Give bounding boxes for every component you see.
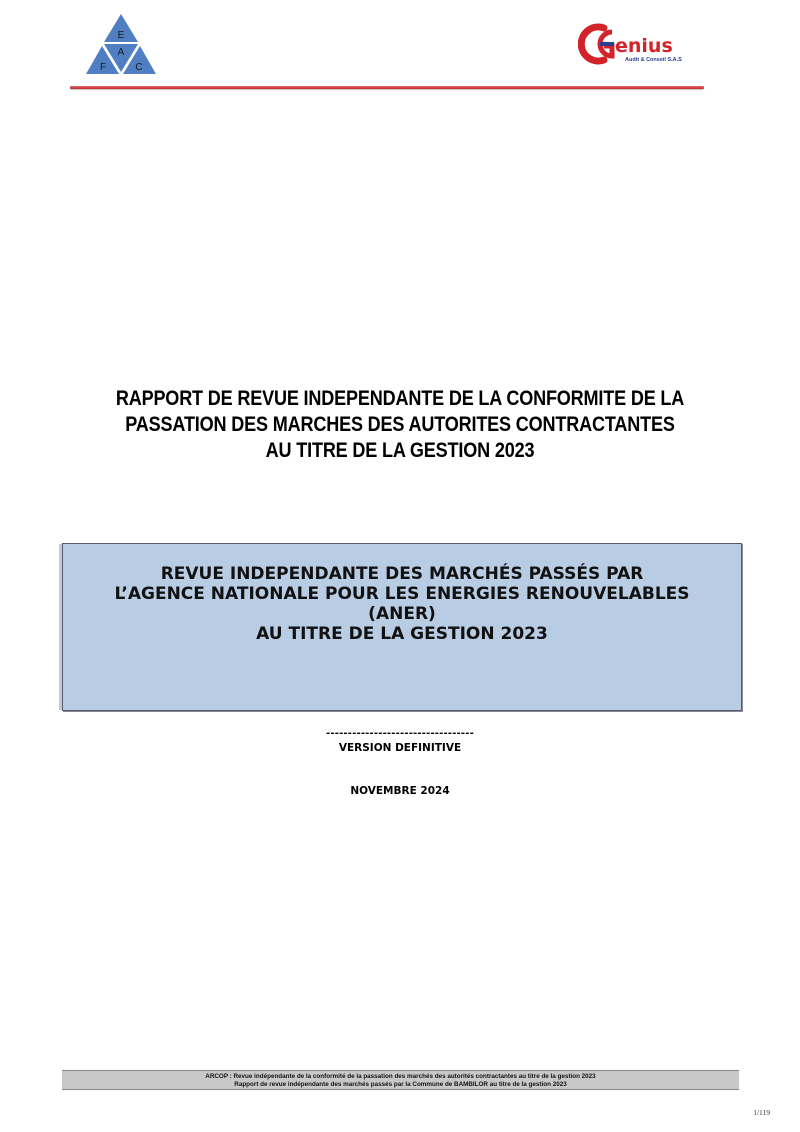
report-main-title	[108, 386, 693, 464]
subject-title-line: AU TITRE DE LA GESTION 2023	[256, 624, 548, 644]
version-label: VERSION DEFINITIVE	[338, 742, 462, 754]
page-number: 1/119	[753, 1108, 770, 1117]
report-date: NOVEMBRE 2024	[350, 785, 450, 797]
footer-band	[62, 1070, 739, 1090]
main-title-line: PASSATION DES MARCHES DES AUTORITES CONTRACTANTES	[125, 413, 675, 436]
footer-line-1: ARCOP : Revue indépendante de la conformité de la passation des marchés des autorités contractantes au titre de la gestion 2023	[205, 1073, 596, 1080]
subject-title-line: L’AGENCE NATIONALE POUR LES ENERGIES RENOUVELABLES	[114, 584, 690, 604]
triangle-logo-icon	[86, 14, 156, 78]
footer-line-2: Rapport de revue indépendante des marchés passés par la Commune de BAMBILOR au titre de la gestion 2023	[234, 1081, 567, 1088]
svg-text:A: A	[117, 47, 125, 58]
subject-title-line: REVUE INDEPENDANTE DES MARCHÉS PASSÉS PAR	[160, 564, 644, 584]
svg-text:E: E	[117, 30, 125, 41]
subject-box	[62, 543, 742, 711]
eafc-logo	[86, 14, 156, 78]
svg-text:C: C	[135, 62, 143, 73]
svg-text:Audit & Conseil S.A.S: Audit & Conseil S.A.S	[625, 57, 682, 63]
svg-text:enius: enius	[615, 35, 673, 57]
genius-logo-icon	[578, 22, 698, 66]
main-title-line: AU TITRE DE LA GESTION 2023	[265, 439, 535, 462]
svg-text:F: F	[99, 62, 107, 73]
subject-title-line: (ANER)	[368, 604, 436, 624]
genius-logo	[578, 22, 698, 66]
main-title-line: RAPPORT DE REVUE INDEPENDANTE DE LA CONFORMITE DE LA	[115, 387, 685, 410]
subject-title	[63, 564, 741, 644]
header-divider	[70, 86, 704, 89]
separator-dashes: ----------------------------------	[326, 728, 474, 739]
